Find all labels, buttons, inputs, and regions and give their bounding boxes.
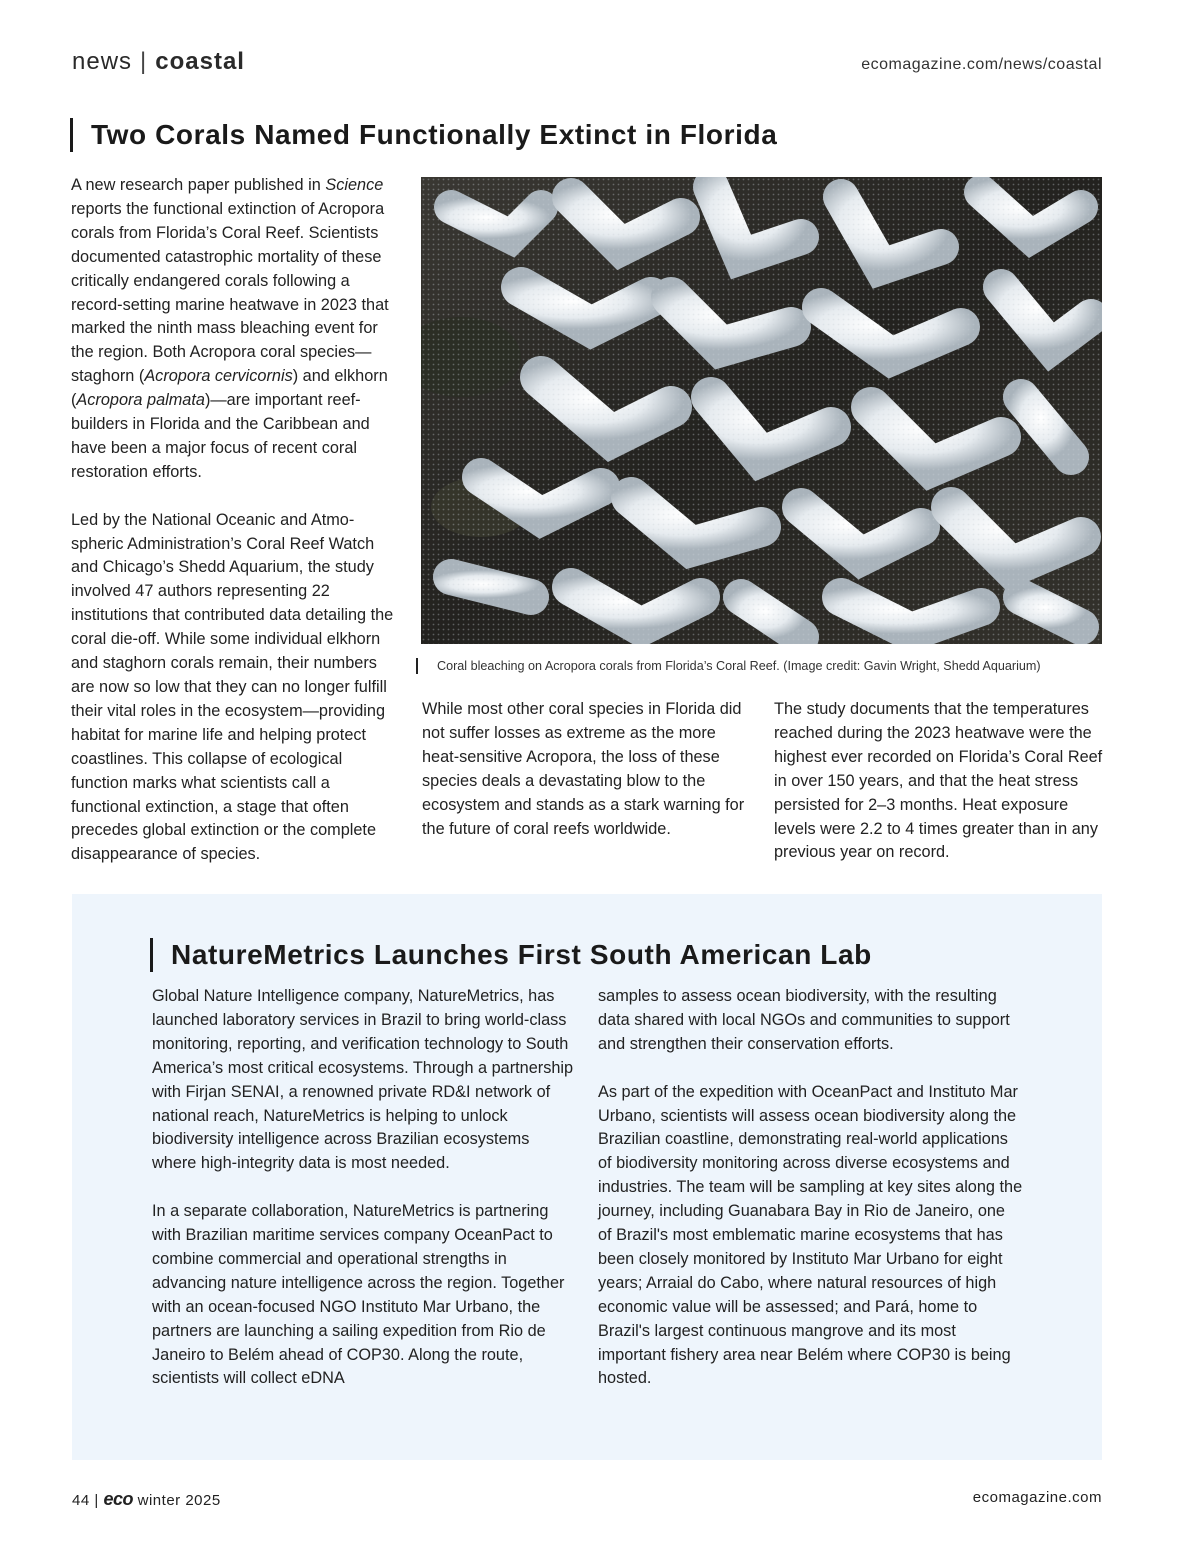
article1-headline: Two Corals Named Functionally Extinct in Florida: [70, 118, 777, 152]
italic-text: Acropora palmata: [76, 391, 205, 410]
article2-headline: NatureMetrics Launches First South American Lab: [150, 938, 872, 972]
paragraph: Led by the National Oceanic and Atmospheric Administration’s Coral Reef Watch and Chicago’s Shedd Aquarium, the study involved 47 authors representing 22 institutions that contributed data detailing the coral die-off. While some individual elkhorn and staghorn corals remain, their numbers are now so low that they can no longer fulfill their vital roles in the ecosystem—providing habitat for marine life and helping protect coastlines. This collapse of ecological function marks what scientists call a functional extinction, a stage that often precedes global extinction or the complete disappearance of species.: [71, 510, 394, 864]
photo-caption: Coral bleaching on Acropora corals from Florida’s Coral Reef. (Image credit: Gavin Wright, Shedd Aquarium): [416, 658, 1106, 674]
article2-column-2: [598, 985, 1023, 1391]
paragraph: A new research paper published in Science reports the functional extinction of Acropora corals from Florida’s Coral Reef. Scientists documented catastrophic mortality of these critically endangered corals following a record-setting marine heatwave in 2023 that marked the ninth mass bleaching event for the region. Both Acropora coral species—staghorn (Acropora cervicornis) and elkhorn (Acropora palmata)—are important reef-builders in Florida and the Caribbean and have been a major focus of recent coral restoration efforts.: [71, 176, 389, 481]
article1-column-2: [422, 698, 752, 841]
paragraph: While most other coral species in Florida did not suffer losses as extreme as the more heat-sensitive Acropora, the loss of these species deals a devastating blow to the ecosystem and stands as a stark warning for the future of coral reefs worldwide.: [422, 700, 745, 838]
header-section: coastal: [155, 48, 245, 75]
header-url[interactable]: ecomagazine.com/news/coastal: [861, 56, 1102, 73]
footer-issue: [72, 1489, 221, 1510]
eco-logo: eco: [103, 1489, 133, 1509]
italic-text: Science: [325, 176, 384, 194]
paragraph: The study documents that the temperatures reached during the 2023 heatwave were the highest ever recorded on Florida’s Coral Reef in over 150 years, and that the heat stress persisted for 2–3 months. Heat exposure levels were 2.2 to 4 times greater than in any previous year on record.: [774, 700, 1103, 862]
article1-column-3: [774, 698, 1104, 865]
paragraph: samples to assess ocean biodiversity, with the resulting data shared with local NGOs and communities to support and strengthen their conservation efforts.: [598, 987, 1010, 1053]
paragraph: As part of the expedition with OceanPact and Instituto Mar Urbano, scientists will assess ocean biodiversity along the Brazilian coastline, demonstrating real-world applications of biodiversity monitoring across diverse ecosystems and industries. The team will be sampling at key sites along the journey, including Guanabara Bay in Rio de Janeiro, one of Brazil's most emblematic marine ecosystems that has been closely monitored by Instituto Mar Urbano for eight years; Arraial do Cabo, where natural resources of high economic value will be assessed; and Pará, home to Brazil's largest continuous mangrove and its most important fishery area near Belém where COP30 is being hosted.: [598, 1082, 1023, 1388]
page-number: 44: [72, 1492, 90, 1509]
footer-divider: |: [94, 1492, 104, 1509]
italic-text: Acropora cervicornis: [144, 367, 293, 386]
article1-column-1: [71, 174, 401, 867]
article2-column-1: [152, 985, 577, 1391]
issue-label: winter 2025: [137, 1492, 221, 1509]
header-category: news: [72, 48, 133, 75]
section-header: [72, 48, 245, 76]
paragraph: In a separate collaboration, NatureMetrics is partnering with Brazilian maritime services company OceanPact to combine commercial and operational strengths in advancing nature intelligence across the region. Together with an ocean-focused NGO Instituto Mar Urbano, the partners are launching a sailing expedition from Rio de Janeiro to Belém ahead of COP30. Along the route, scientists will collect eDNA: [152, 1202, 565, 1388]
footer-site[interactable]: ecomagazine.com: [972, 1489, 1102, 1506]
paragraph: Global Nature Intelligence company, NatureMetrics, has launched laboratory services in Brazil to bring world-class monitoring, reporting, and verification technology to South America’s most critical ecosystems. Through a partnership with Firjan SENAI, a renowned private RD&I network of national reach, NatureMetrics is helping to unlock biodiversity intelligence across Brazilian ecosystems where high-integrity data is most needed.: [152, 987, 574, 1173]
coral-photo: [421, 177, 1102, 644]
header-divider: |: [140, 48, 148, 75]
